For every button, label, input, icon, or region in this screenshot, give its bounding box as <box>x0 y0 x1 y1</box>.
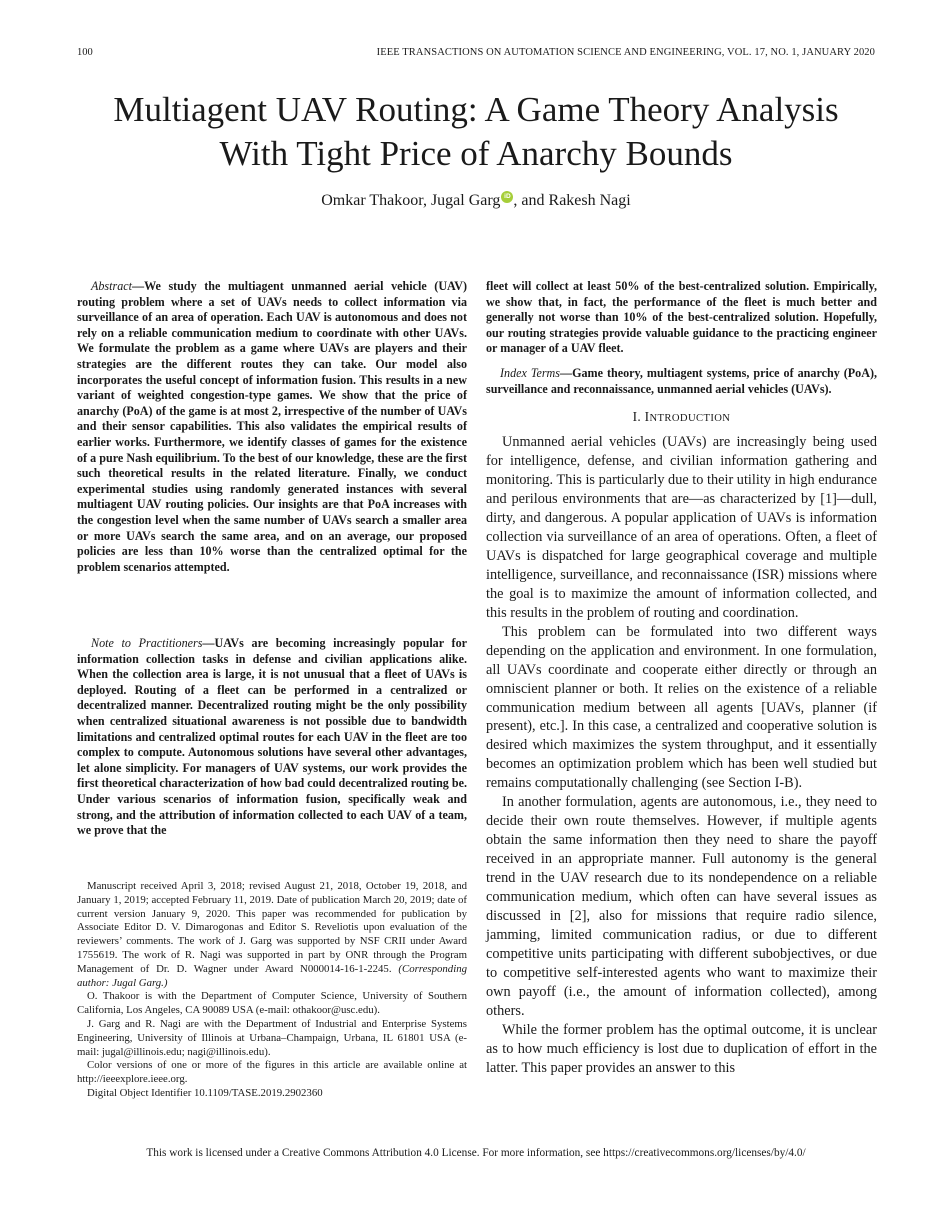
orcid-icon[interactable]: iD <box>501 191 513 203</box>
footnote-affiliation-2: J. Garg and R. Nagi are with the Department of Industrial and Enterprise Systems Engineering, University of Illinois at Urbana–Champaign, Urbana, IL 61801 USA (e-mail: jugal@illinois.edu; nagi@illinois.edu). <box>77 1017 467 1058</box>
intro-paragraph-1: Unmanned aerial vehicles (UAVs) are increasingly being used for intelligence, defense, and civilian information gathering and monitoring. This is particularly due to their utility in high endurance and perilous environments that are—as characterized by [1]—dull, dirty, and dangerous. A popular application of UAVs is information collection via surveillance of an area of operations. Often, a fleet of UAVs is dispatched for large geographical coverage and multiple intelligence, surveillance, and reconnaissance (ISR) missions where the goal is to maximize the amount of information collected, and this results in the problem of routing and coordination. <box>486 434 877 621</box>
index-terms: Index Terms—Game theory, multiagent systems, price of anarchy (PoA), surveillance and reconnaissance, unmanned aerial vehicles (UAVs). <box>486 365 877 396</box>
abstract-block <box>77 279 467 575</box>
intro-paragraph-2: This problem can be formulated into two different ways depending on the application and environment. In one formulation, all UAVs coordinate and cooperate either directly or through an omniscient planner or both. It relies on the existence of a reliable communication medium between all agents [UAVs, planner (if present), etc.]. In this case, a centralized and cooperative solution is desired which maximizes the system throughput, and it essentially becomes an optimization problem which has been well studied but remains computationally challenging (see Section I-B). <box>486 623 877 792</box>
running-header <box>77 46 875 60</box>
footnotes <box>77 880 467 1101</box>
page-number: 100 <box>77 47 93 58</box>
index-terms-text: Game theory, multiagent systems, price of anarchy (PoA), surveillance and reconnaissance, unmanned aerial vehicles (UAVs). <box>486 365 877 396</box>
abstract-paragraph: Abstract—We study the multiagent unmanned aerial vehicle (UAV) routing problem where a set of UAVs needs to collect information via surveillance of an area of operation. Each UAV is autonomous and does not rely on a reliable communication medium to coordinate with other UAVs. We formulate the problem as a game where UAVs are players and their strategies are the different routes they can take. Our model also incorporates the useful concept of information fusion. This results in a new variant of weighted congestion-type games. We show that the price of anarchy (PoA) of the game is at most 2, irrespective of the number of UAVs and their sensor capabilities. This also validates the empirical results of earlier works. Furthermore, we identify classes of games for the existence of a pure Nash equilibrium. To the best of our knowledge, these are the first such theoretical results in the related literature. Finally, we conduct experimental studies using randomly generated instances with several multiagent UAV routing policies. Our insights are that PoA increases with the congestion level when the same number of UAVs search a smaller area or more UAVs search the same area, and on an average, our proposed policies are less than 10% worse than the centralized optimal for the problem scenarios attempted. <box>77 279 467 574</box>
abstract-label: Abstract <box>91 279 132 293</box>
note-label: Note to Practitioners <box>91 636 203 650</box>
title-line-2: With Tight Price of Anarchy Bounds <box>219 134 733 173</box>
section-heading-introduction: I. INTRODUCTION <box>632 409 731 425</box>
footnote-color-versions: Color versions of one or more of the figures in this article are available online at http://ieeexplore.ieee.org. <box>77 1059 467 1086</box>
right-column <box>486 279 877 1078</box>
index-terms-label: Index Terms <box>500 365 560 380</box>
note-to-practitioners <box>77 636 467 839</box>
journal-name: IEEE TRANSACTIONS ON AUTOMATION SCIENCE AND ENGINEERING, VOL. 17, NO. 1, JANUARY 2020 <box>376 47 875 58</box>
note-continued: fleet will collect at least 50% of the best-centralized solution. Empirically, we show that, in fact, the performance of the fleet is much better and generally not worse than 10% of the best-centralized solution. Hopefully, our routing strategies provide valuable guidance to the practicing engineer or manager of a UAV fleet. <box>486 279 877 356</box>
intro-paragraph-3: In another formulation, agents are autonomous, i.e., they need to decide their own route themselves. However, if multiple agents obtain the same information then they need to share the payoff received in an appropriate manner. Full autonomy is the general trend in the UAV research due to its nondependence on a reliable communication medium, which often can have several issues as discussed in [2], also for missions that require radio silence, jamming, limited communication radius, or due to different competitive units participating with different subobjectives, or due to competitive self-interested agents who want to maximize their own payoff (i.e., the amount of information collected), among others. <box>486 794 877 1019</box>
abstract-text: We study the multiagent unmanned aerial vehicle (UAV) routing problem where a set of UAVs needs to collect information via surveillance of an area of operation. Each UAV is autonomous and does not rely on a reliable communication medium to coordinate with other UAVs. We formulate the problem as a game where UAVs are players and their strategies are the different routes they can take. Our model also incorporates the useful concept of information fusion. This results in a new variant of weighted congestion-type games. We show that the price of anarchy (PoA) of the game is at most 2, irrespective of the number of UAVs and their sensor capabilities. This also validates the empirical results of earlier works. Furthermore, we identify classes of games for the existence of a pure Nash equilibrium. To the best of our knowledge, these are the first such theoretical results in the related literature. Finally, we conduct experimental studies using randomly generated instances with several multiagent UAV routing policies. Our insights are that PoA increases with the congestion level when the same number of UAVs search a smaller area or more UAVs search the same area, and on an average, our proposed policies are less than 10% worse than the centralized optimal for the problem scenarios attempted. <box>77 279 467 574</box>
footnote-doi: Digital Object Identifier 10.1109/TASE.2019.2902360 <box>87 1086 323 1099</box>
note-text: UAVs are becoming increasingly popular for information collection tasks in defense and civilian applications alike. When the collection area is large, it is not unusual that a fleet of UAVs is deployed. Routing of a fleet can be performed in a centralized or decentralized manner. Decentralized routing might be the only possibility when centralized situational awareness is not possible due to bandwidth limitations and centralized optimal routes for each UAV in the fleet are too complex to compute. Autonomous solutions have several other advantages, let alone simplicity. For managers of UAV systems, our work provides the first theoretical characterization of how bad could decentralized routing be. Under various scenarios of information fusion, specifically weak and strong, and the attribution of information collected to each UAV of a team, we prove that the <box>77 636 467 838</box>
authors-text-2: , and Rakesh Nagi <box>513 192 631 209</box>
intro-paragraph-4: While the former problem has the optimal outcome, it is unclear as to how much efficiency is lost due to duplication of effort in the latter. This paper provides an answer to this <box>486 1021 877 1076</box>
authors-text-1: Omkar Thakoor, Jugal Garg <box>321 192 501 209</box>
paper-title <box>60 88 892 176</box>
license-footer: This work is licensed under a Creative Commons Attribution 4.0 License. For more information, see https://creativecommons.org/licenses/by/4.0/ <box>146 1147 806 1159</box>
footnote-affiliation-1: O. Thakoor is with the Department of Computer Science, University of Southern California, Los Angeles, CA 90089 USA (e-mail: othakoor@usc.edu). <box>77 990 467 1017</box>
note-paragraph: Note to Practitioners—UAVs are becoming increasingly popular for information collection tasks in defense and civilian applications alike. When the collection area is large, it is not unusual that a fleet of UAVs is deployed. Routing of a fleet can be performed in a centralized or decentralized manner. Decentralized routing might be the only possibility when centralized situational awareness is not possible due to bandwidth limitations and centralized optimal routes for each UAV in the fleet are too complex to compute. Autonomous solutions have several other advantages, let alone simplicity. For managers of UAV systems, our work provides the first theoretical characterization of how bad could decentralized routing be. Under various scenarios of information fusion, specifically weak and strong, and the attribution of information collected to each UAV of a team, we prove that the <box>77 636 467 838</box>
footnote-manuscript: Manuscript received April 3, 2018; revised August 21, 2018, October 19, 2018, and January 1, 2019; accepted February 11, 2019. Date of publication March 20, 2019; date of current version January 9, 2020. This paper was recommended for publication by Associate Editor D. V. Dimarogonas and Editor S. Reveliotis upon evaluation of the reviewers’ comments. The work of J. Garg was supported by NSF CRII under Award 1755619. The work of R. Nagi was supported in part by ONR through the Program Management of Dr. D. Wagner under Award N000014-16-1-2245. (Corresponding author: Jugal Garg.) <box>77 880 467 989</box>
author-list <box>60 190 892 212</box>
title-line-1: Multiagent UAV Routing: A Game Theory Analysis <box>113 90 839 129</box>
